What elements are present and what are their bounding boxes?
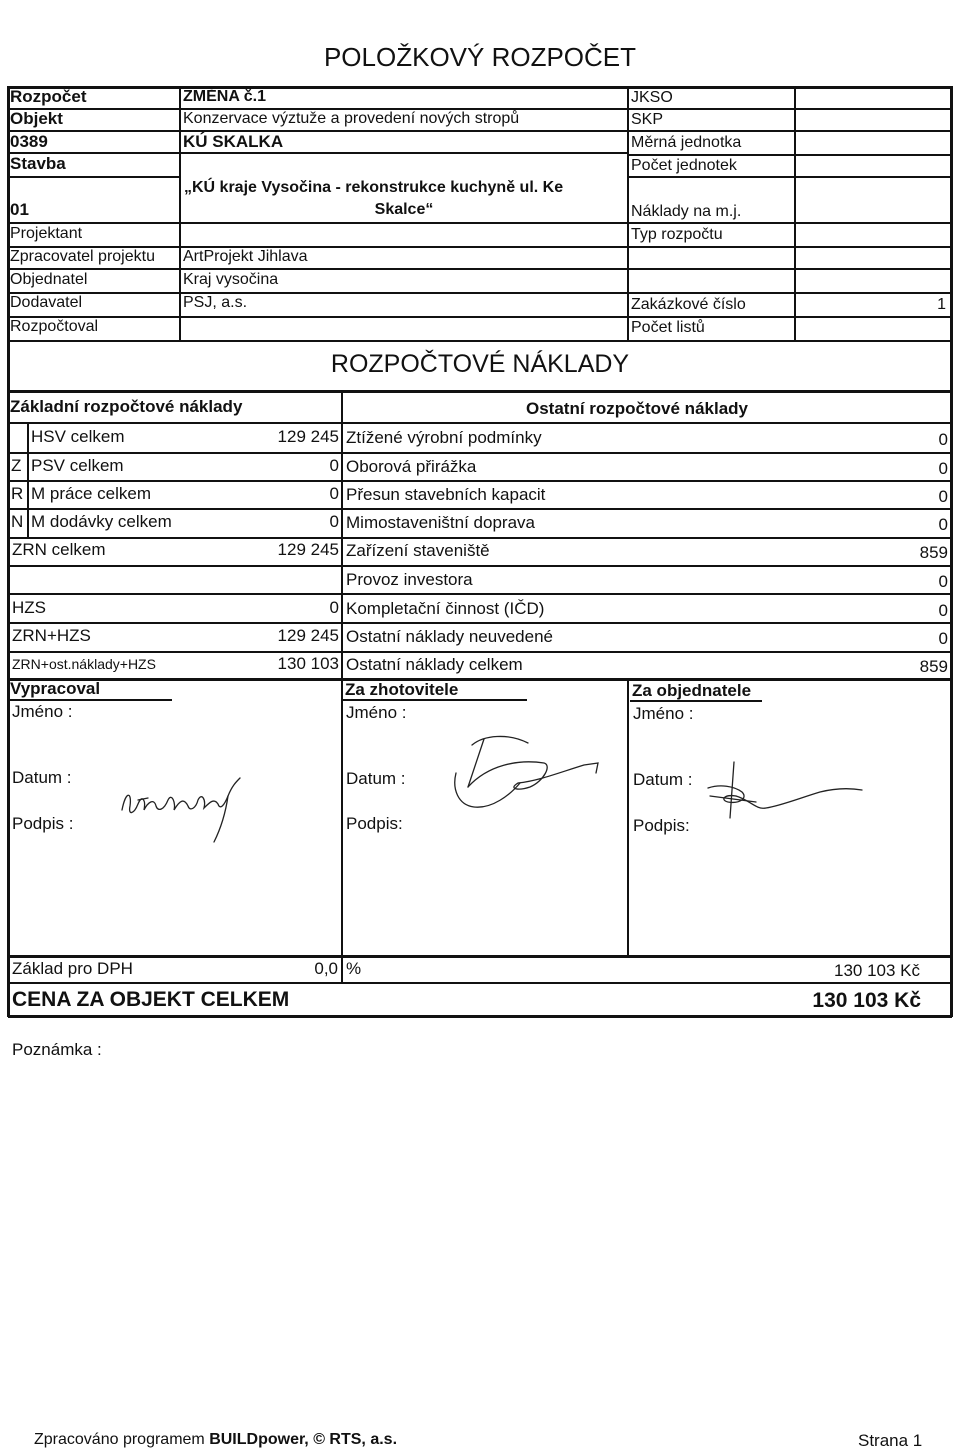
handwritten-signature-3 <box>700 758 870 828</box>
other-row-value: 0 <box>938 487 948 506</box>
podpis-label-1: Podpis : <box>12 814 74 833</box>
rozpoctoval-label: Rozpočtoval <box>10 318 99 335</box>
footer-rts: © RTS, a.s. <box>308 1431 398 1448</box>
footer-credit <box>34 1432 397 1448</box>
jmeno-label-1: Jméno : <box>12 702 73 721</box>
cena-celkem-label: CENA ZA OBJEKT CELKEM <box>12 988 290 1011</box>
zaklad-dph-label: Základ pro DPH <box>12 959 133 978</box>
basic-row-label: ZRN celkem <box>12 540 106 559</box>
jmeno-label-2: Jméno : <box>346 703 407 722</box>
page-number: Strana 1 <box>858 1431 923 1450</box>
other-row-value: 0 <box>938 459 948 478</box>
basic-row-value: 130 103 <box>277 654 339 673</box>
basic-row-value: 0 <box>329 512 339 531</box>
basic-row-label: ZRN+HZS <box>12 626 91 645</box>
header-top-border <box>8 86 952 89</box>
other-row-value: 0 <box>938 572 948 591</box>
other-row-label: Kompletační činnost (IČD) <box>346 599 545 618</box>
header-bottom-border <box>8 340 952 342</box>
merna-jednotka-label: Měrná jednotka <box>631 134 742 151</box>
basic-row-label: ZRN+ost.náklady+HZS <box>12 656 156 672</box>
podpis-label-3: Podpis: <box>633 816 690 835</box>
other-row-value: 859 <box>919 657 948 676</box>
handwritten-signature-2 <box>448 725 618 825</box>
zaklad-dph-amount: 130 103 Kč <box>833 961 920 980</box>
typ-rozpoctu-label: Typ rozpočtu <box>631 226 723 243</box>
basic-row-letter: R <box>11 484 24 503</box>
other-heading: Ostatní rozpočtové náklady <box>526 399 748 418</box>
stavba-code: 01 <box>10 200 29 219</box>
objekt-value: Konzervace výztuže a provedení nových stropů <box>183 110 520 127</box>
zpracovatel-label: Zpracovatel projektu <box>10 248 155 265</box>
jkso-label: JKSO <box>631 89 673 106</box>
basic-row-letter: Z <box>11 456 22 475</box>
footer-program: BUILDpower, <box>209 1431 309 1448</box>
basic-row-label: PSV celkem <box>31 456 124 475</box>
other-row-value: 0 <box>938 601 948 620</box>
handwritten-signature-1 <box>118 770 258 850</box>
datum-label-1: Datum : <box>12 768 72 787</box>
rozpocet-value: ZMĚNA č.1 <box>183 88 266 105</box>
objekt-name: KÚ SKALKA <box>183 132 284 151</box>
other-row-value: 859 <box>919 543 948 562</box>
costs-title: ROZPOČTOVÉ NÁKLADY <box>330 350 630 378</box>
basic-row-label: HSV celkem <box>31 427 125 446</box>
skp-label: SKP <box>631 111 664 128</box>
basic-row-value: 0 <box>329 598 339 617</box>
other-row-label: Oborová přirážka <box>346 457 477 476</box>
basic-heading: Základní rozpočtové náklady <box>10 397 243 416</box>
za-zhotovitele-label: Za zhotovitele <box>345 680 459 699</box>
basic-row-value: 129 245 <box>277 427 339 446</box>
podpis-label-2: Podpis: <box>346 814 403 833</box>
zaklad-dph-percent: % <box>346 959 362 978</box>
basic-row-value: 0 <box>329 456 339 475</box>
other-row-label: Ostatní náklady neuvedené <box>346 627 553 646</box>
zakazkove-cislo-label: Zakázkové číslo <box>631 296 746 313</box>
objednatel-value: Kraj vysočina <box>183 271 279 288</box>
other-row-label: Přesun stavebních kapacit <box>346 485 546 504</box>
outer-right-border <box>950 86 953 1017</box>
page-title: POLOŽKOVÝ ROZPOČET <box>323 42 637 72</box>
objednatel-label: Objednatel <box>10 271 88 288</box>
objekt-label: Objekt <box>10 109 63 128</box>
other-row-value: 0 <box>938 629 948 648</box>
projektant-label: Projektant <box>10 225 83 242</box>
poznamka-label: Poznámka : <box>12 1040 102 1059</box>
other-row-label: Mimostaveništní doprava <box>346 513 535 532</box>
other-row-label: Ostatní náklady celkem <box>346 655 523 674</box>
basic-row-value: 0 <box>329 484 339 503</box>
cena-celkem-amount: 130 103 Kč <box>812 989 921 1012</box>
jmeno-label-3: Jméno : <box>633 704 694 723</box>
basic-row-value: 129 245 <box>277 626 339 645</box>
pocet-jednotek-label: Počet jednotek <box>631 157 737 174</box>
naklady-mj-label: Náklady na m.j. <box>631 203 742 220</box>
other-row-value: 0 <box>938 430 948 449</box>
pocet-listu-label: Počet listů <box>631 319 705 336</box>
datum-label-3: Datum : <box>633 770 693 789</box>
zaklad-dph-rate: 0,0 <box>314 959 338 978</box>
stavba-value-line2: Skalce“ <box>374 201 434 218</box>
basic-row-label: HZS <box>12 598 46 617</box>
other-row-value: 0 <box>938 515 948 534</box>
basic-row-label: M dodávky celkem <box>31 512 172 531</box>
other-row-label: Zařízení staveniště <box>346 541 490 560</box>
zakazkove-cislo-value: 1 <box>937 296 946 313</box>
vypracoval-label: Vypracoval <box>10 679 101 698</box>
za-objednatele-label: Za objednatele <box>632 681 752 700</box>
footer-prefix: Zpracováno programem <box>34 1431 210 1448</box>
basic-row-letter: N <box>11 512 24 531</box>
zpracovatel-value: ArtProjekt Jihlava <box>183 248 308 265</box>
other-row-label: Ztížené výrobní podmínky <box>346 428 542 447</box>
datum-label-2: Datum : <box>346 769 406 788</box>
rozpocet-label: Rozpočet <box>10 87 87 106</box>
objekt-code: 0389 <box>10 132 48 151</box>
stavba-value-line1: „KÚ kraje Vysočina - rekonstrukce kuchyně ul. Ke <box>184 179 564 196</box>
dodavatel-value: PSJ, a.s. <box>183 294 248 311</box>
basic-row-value: 129 245 <box>277 540 339 559</box>
basic-row-label: M práce celkem <box>31 484 151 503</box>
dodavatel-label: Dodavatel <box>10 294 83 311</box>
stavba-label: Stavba <box>10 154 66 173</box>
other-row-label: Provoz investora <box>346 570 473 589</box>
